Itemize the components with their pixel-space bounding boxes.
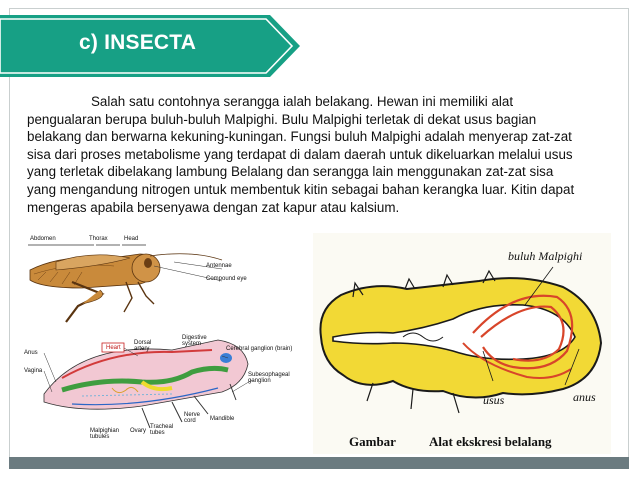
label-cerebral-ganglion: Cerebral ganglion (brain) — [226, 346, 293, 352]
label-malpighian-tubules: Malpighian tubules — [90, 428, 120, 440]
label-head: Head — [124, 236, 139, 242]
label-mandible: Mandible — [210, 416, 235, 422]
paragraph-line: sisa dari proses metabolisme yang terdapat di dalam daerah untuk dikeluarkan melalui usus — [27, 146, 573, 162]
paragraph-line: yang terletak dibelakang lambung Belalang dan serangga lain menggunakan zat-zat sisa — [27, 164, 554, 180]
label-anus-right: anus — [573, 390, 596, 404]
grasshopper-anatomy-figure — [22, 232, 310, 454]
label-usus: usus — [483, 393, 505, 407]
paragraph-line: yang mengandung nitrogen untuk membentuk kitin sebagai bahan kerangka luar. Kitin dapat — [27, 181, 575, 197]
label-compound-eye: Compound eye — [206, 276, 247, 282]
caption-prefix: Gambar — [349, 434, 396, 449]
paragraph-line: Salah satu contohnya serangga ialah belakang. Hewan ini memiliki alat — [91, 94, 514, 109]
paragraph-line: pengualaran berupa buluh-buluh Malpighi. Bulu Malpighi terletak di dekat usus bagian — [27, 111, 537, 127]
body-paragraph — [27, 93, 623, 216]
label-anus: Anus — [24, 350, 38, 356]
label-antennae: Antennae — [206, 263, 232, 269]
caption-text: Alat ekskresi belalang — [429, 434, 552, 449]
label-vagina: Vagina — [24, 368, 43, 374]
label-heart: Heart — [106, 345, 121, 351]
grasshopper-anatomy-drawing — [22, 232, 310, 454]
malpighi-excretion-drawing — [313, 233, 611, 454]
malpighi-excretion-figure — [313, 233, 611, 454]
label-ovary: Ovary — [130, 428, 147, 434]
label-dorsal-artery: Dorsal artery — [134, 340, 152, 352]
label-thorax: Thorax — [89, 236, 108, 242]
label-digestive-system: Digestive system — [182, 335, 207, 347]
slide-title: c) INSECTA — [79, 31, 197, 54]
label-subesophageal-ganglion: Subesophageal ganglion — [248, 372, 290, 384]
label-tracheal-tubes: Tracheal tubes — [150, 424, 174, 436]
footer-bar — [9, 457, 629, 469]
label-buluh-malpighi: buluh Malpighi — [508, 249, 583, 263]
paragraph-line: belakang dan berwarna kekuning-kuningan. Fungsi buluh Malpighi adalah menyerap zat-zat — [27, 129, 572, 145]
paragraph-line: mengeras apabila bersenyawa dengan zat kapur atau kalsium. — [27, 199, 400, 215]
label-abdomen: Abdomen — [30, 236, 56, 242]
label-nerve-cord: Nerve cord — [184, 412, 201, 424]
